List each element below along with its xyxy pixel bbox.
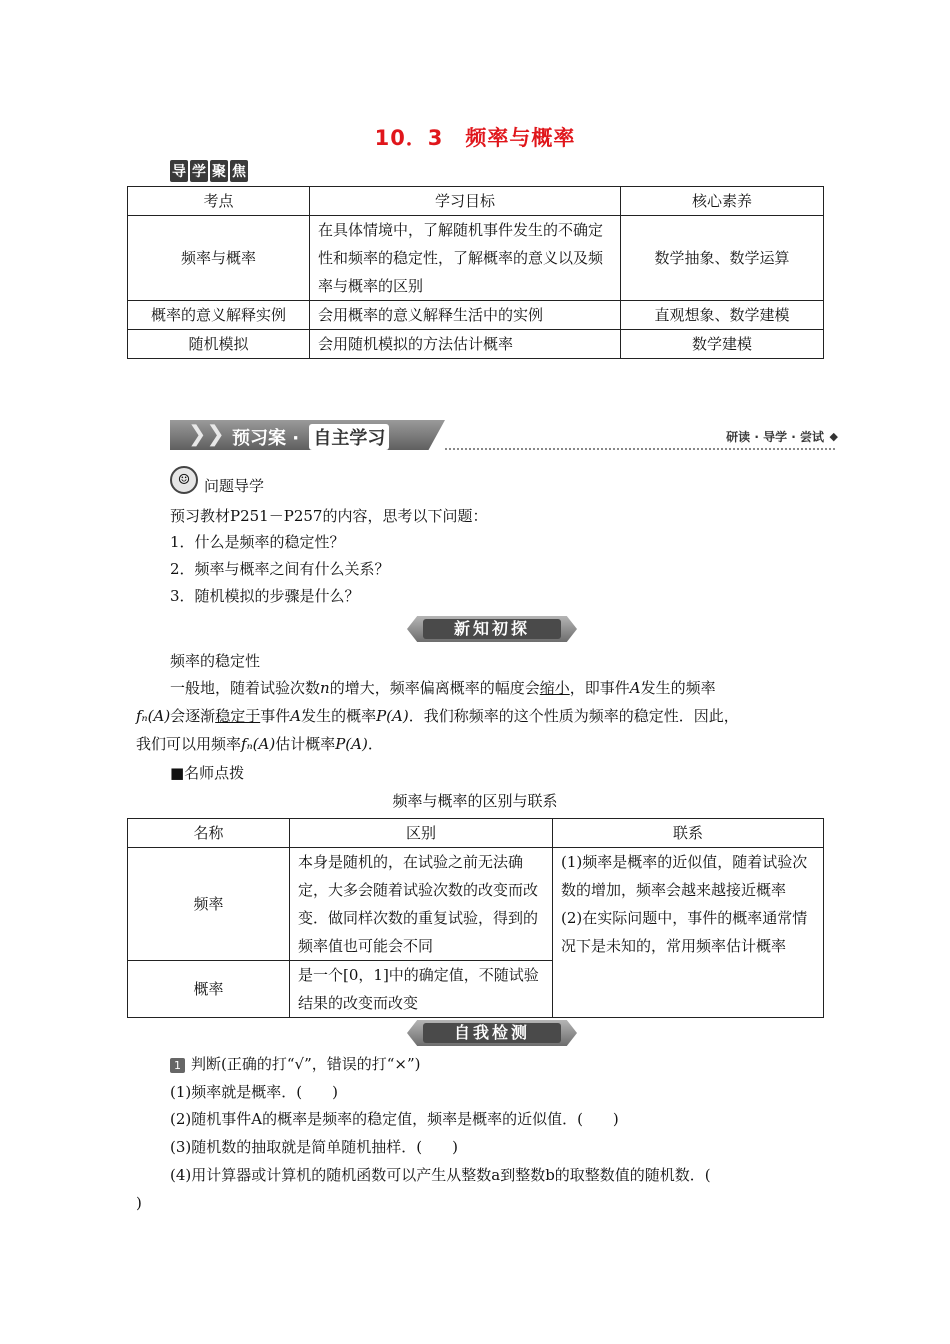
col-header: 名称 [128, 819, 290, 848]
self-check-label: 自我检测 [407, 1020, 577, 1046]
question-number: 1 [170, 1058, 185, 1073]
chevron-right-icon: ❯❯ [188, 422, 225, 447]
table-row [128, 330, 824, 359]
topic-cell: 频率与概率 [128, 216, 310, 301]
badge-char: 聚 [210, 160, 228, 182]
topic-cell: 随机模拟 [128, 330, 310, 359]
stability-paragraph-line: 我们可以用频率fₙ(A)估计概率P(A)． [136, 735, 383, 753]
check-item-tail: ) [136, 1194, 142, 1212]
col-header: 学习目标 [310, 187, 621, 216]
stability-heading: 频率的稳定性 [170, 652, 261, 670]
check-item: (3)随机数的抽取就是简单随机抽样．( ) [170, 1138, 458, 1156]
table-row [128, 301, 824, 330]
literacy-cell: 直观想象、数学建模 [621, 301, 824, 330]
diamond-icon: ◆ [829, 430, 838, 443]
preview-banner [170, 420, 838, 452]
col-header: 考点 [128, 187, 310, 216]
section-badge [170, 160, 250, 182]
col-header: 联系 [553, 819, 824, 848]
goal-cell: 在具体情境中，了解随机事件发生的不确定性和频率的稳定性，了解概率的意义以及频率与概率的区别 [310, 216, 621, 301]
smiley-icon: ☺ [170, 466, 198, 494]
table-header-row [128, 819, 824, 848]
compare-table [127, 818, 824, 1018]
check-item: (4)用计算器或计算机的随机函数可以产生从整数a到整数b的取整数值的随机数．( [170, 1166, 711, 1184]
table-row [128, 848, 824, 961]
difference-cell: 本身是随机的，在试验之前无法确定，大多会随着试验次数的改变而改变．做同样次数的重复试验，得到的频率值也可能会不同 [290, 848, 553, 961]
compare-title: 频率与概率的区别与联系 [392, 792, 558, 810]
badge-char: 学 [190, 160, 208, 182]
guide-question: 2．频率与概率之间有什么关系？ [170, 560, 390, 578]
blank-answer: 稳定于 [215, 707, 261, 725]
topic-cell: 概率的意义解释实例 [128, 301, 310, 330]
name-cell: 概率 [128, 961, 290, 1018]
objectives-table [127, 186, 824, 359]
literacy-cell: 数学建模 [621, 330, 824, 359]
banner-tagline: 研读 · 导学 · 尝试 [726, 430, 824, 444]
stability-paragraph-line: fₙ(A)会逐渐稳定于事件A发生的概率P(A)．我们称频率的这个性质为频率的稳定性．因此， [136, 707, 739, 725]
table-row [128, 216, 824, 301]
literacy-cell: 数学抽象、数学运算 [621, 216, 824, 301]
relation-cell: (1)频率是概率的近似值，随着试验次数的增加，频率会越来越接近概率 (2)在实际问题中，事件的概率通常情况下是未知的，常用频率估计概率 [553, 848, 824, 1018]
badge-char: 导 [170, 160, 188, 182]
check-prompt: 1 判断(正确的打“√”，错误的打“×”) [170, 1054, 421, 1074]
stability-paragraph-line: 一般地，随着试验次数n的增大，频率偏离概率的幅度会缩小，即事件A发生的频率 [170, 679, 716, 697]
teacher-tip-heading: ■名师点拨 [170, 764, 245, 782]
banner-title: 预习案 · 自主学习 [232, 424, 389, 450]
name-cell: 频率 [128, 848, 290, 961]
goal-cell: 会用概率的意义解释生活中的实例 [310, 301, 621, 330]
table-header-row [128, 187, 824, 216]
guide-question: 3．随机模拟的步骤是什么？ [170, 587, 360, 605]
blank-answer: 缩小 [539, 679, 570, 697]
difference-cell: 是一个[0，1]中的确定值，不随试验结果的改变而改变 [290, 961, 553, 1018]
col-header: 区别 [290, 819, 553, 848]
guide-intro: 预习教材P251－P257的内容，思考以下问题： [170, 507, 488, 525]
new-knowledge-label: 新知初探 [407, 616, 577, 642]
goal-cell: 会用随机模拟的方法估计概率 [310, 330, 621, 359]
check-item: (1)频率就是概率．( ) [170, 1083, 338, 1101]
guide-heading: 问题导学 [204, 477, 265, 495]
badge-char: 焦 [230, 160, 248, 182]
guide-question: 1．什么是频率的稳定性？ [170, 533, 345, 551]
page-title: 10．3 频率与概率 [374, 126, 576, 150]
col-header: 核心素养 [621, 187, 824, 216]
check-item: (2)随机事件A的概率是频率的稳定值，频率是概率的近似值．( ) [170, 1110, 619, 1128]
